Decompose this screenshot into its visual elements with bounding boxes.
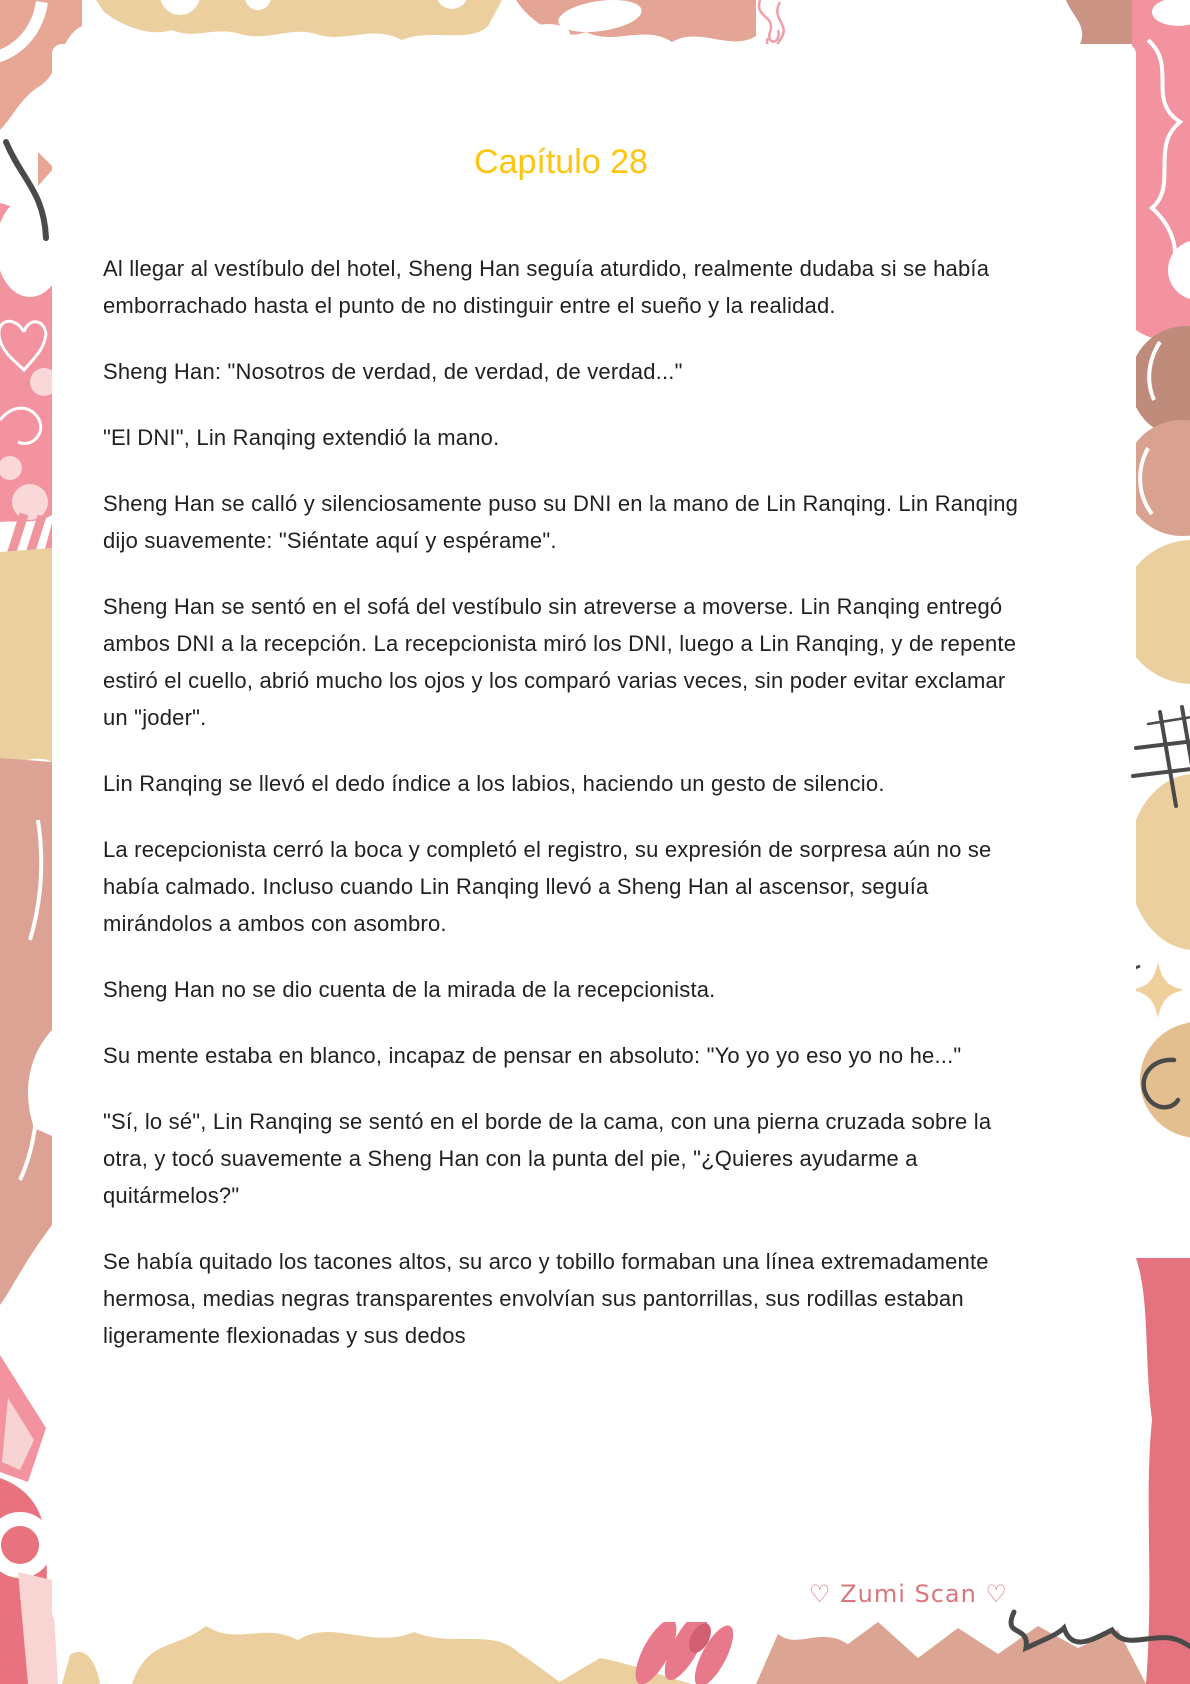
ribbon-doodle-icon <box>759 0 784 47</box>
chapter-content <box>103 140 1019 1383</box>
paragraph: Sheng Han no se dio cuenta de la mirada de la recepcionista. <box>103 977 716 1002</box>
paragraph: Al llegar al vestíbulo del hotel, Sheng Han seguía aturdido, realmente dudaba si se había emborrachado hasta el punto de no distinguir entre el sueño y la realidad. <box>103 256 990 318</box>
chapter-title: Capítulo 28 <box>474 143 648 181</box>
scanlation-watermark: ♡ Zumi Scan ♡ <box>809 1580 1008 1608</box>
paragraph: Su mente estaba en blanco, incapaz de pensar en absoluto: "Yo yo yo eso yo no he..." <box>103 1043 962 1068</box>
paragraph: Se había quitado los tacones altos, su arco y tobillo formaban una línea extremadamente hermosa, medias negras transparentes envolvían sus pantorrillas, sus rodillas estaban ligeramente flexionadas y sus dedos <box>103 1249 989 1348</box>
paragraph: "Sí, lo sé", Lin Ranqing se sentó en el borde de la cama, con una pierna cruzada sobre la otra, y tocó suavemente a Sheng Han con la punta del pie, "¿Quieres ayudarme a quitármelos?" <box>103 1109 992 1208</box>
paragraph: Lin Ranqing se llevó el dedo índice a los labios, haciendo un gesto de silencio. <box>103 771 885 796</box>
paragraph: Sheng Han se sentó en el sofá del vestíbulo sin atreverse a moverse. Lin Ranqing entregó ambos DNI a la recepción. La recepcionista miró los DNI, luego a Lin Ranqing, y de repente estiró el cuello, abrió mucho los ojos y los comparó varias veces, sin poder evitar exclamar un "joder". <box>103 594 1017 730</box>
paragraph: Sheng Han: "Nosotros de verdad, de verdad, de verdad..." <box>103 359 683 384</box>
top-border-shapes <box>96 0 1190 47</box>
sparkle-icon <box>1132 962 1184 1018</box>
paragraph: La recepcionista cerró la boca y completó el registro, su expresión de sorpresa aún no se había calmado. Incluso cuando Lin Ranqing llevó a Sheng Han al ascensor, seguía mirándolos a ambos con asombro. <box>103 837 992 936</box>
paragraph: Sheng Han se calló y silenciosamente puso su DNI en la mano de Lin Ranqing. Lin Ranqing dijo suavemente: "Siéntate aquí y espérame". <box>103 491 1019 553</box>
paragraph: "El DNI", Lin Ranqing extendió la mano. <box>103 425 500 450</box>
